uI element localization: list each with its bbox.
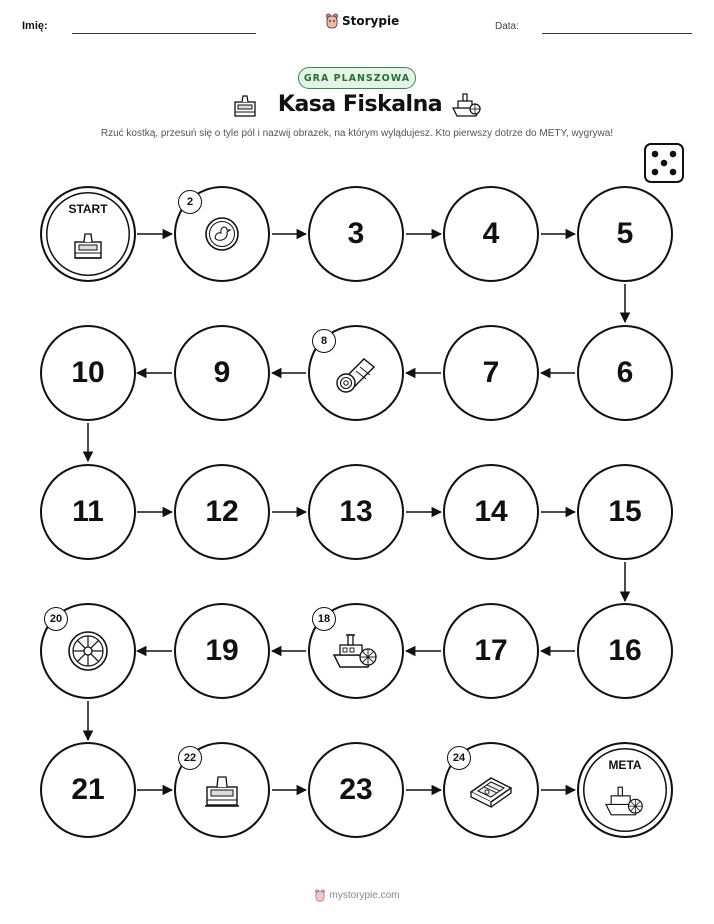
wheel-icon: [66, 629, 110, 673]
board-cell-finish[interactable]: [577, 742, 673, 838]
cash-register-icon: [70, 228, 106, 262]
cell-number: 17: [474, 634, 508, 667]
cell-number: 9: [213, 356, 231, 389]
board-cell-9[interactable]: [174, 325, 270, 421]
board-cell-12[interactable]: [174, 464, 270, 560]
cash-drawer-icon: [467, 770, 515, 810]
cell-number: 15: [608, 495, 642, 528]
cell-number-badge: 22: [178, 746, 202, 770]
page-title: Kasa Fiskalna: [277, 92, 443, 117]
cell-number: 14: [474, 495, 508, 528]
cell-number: 10: [71, 356, 105, 389]
cell-number: 21: [71, 773, 105, 806]
board-cell-16[interactable]: [577, 603, 673, 699]
cell-number: 13: [339, 495, 373, 528]
brand-name: Storypie: [342, 14, 400, 28]
instructions: Rzuć kostką, przesuń się o tyle pól i nazwij obrazek, na którym wylądujesz. Kto pierwszy dotrze do METY, wygrywa!: [100, 128, 614, 139]
board-cell-17[interactable]: [443, 603, 539, 699]
storypie-mascot-icon: [314, 889, 326, 902]
cell-number: 23: [339, 773, 373, 806]
date-label: Data:: [495, 21, 519, 32]
cell-number-badge: 8: [312, 329, 336, 353]
cell-number: 7: [482, 356, 500, 389]
coin-icon: [202, 214, 242, 254]
paper-roll-icon: [334, 353, 378, 393]
cell-number: 19: [205, 634, 239, 667]
board-cell-start[interactable]: [40, 186, 136, 282]
cell-number: 16: [608, 634, 642, 667]
board-cell-19[interactable]: [174, 603, 270, 699]
board-cell-7[interactable]: [443, 325, 539, 421]
board-cell-4[interactable]: [443, 186, 539, 282]
cell-number: 3: [347, 217, 365, 250]
cell-number-badge: 2: [178, 190, 202, 214]
cell-number-badge: 18: [312, 607, 336, 631]
cell-number: 11: [72, 495, 104, 528]
name-label: Imię:: [22, 20, 48, 32]
board-cell-21[interactable]: [40, 742, 136, 838]
finish-label: META: [608, 758, 642, 772]
cell-number-badge: 24: [447, 746, 471, 770]
cell-number: 6: [616, 356, 634, 389]
steamboat-icon: [330, 629, 382, 673]
cell-number: 5: [616, 217, 634, 250]
board-cell-3[interactable]: [308, 186, 404, 282]
footer: [0, 889, 714, 902]
board-cell-11[interactable]: [40, 464, 136, 560]
board-cell-6[interactable]: [577, 325, 673, 421]
cash-register-icon: [200, 769, 244, 811]
cell-number-badge: 20: [44, 607, 68, 631]
start-label: START: [68, 202, 108, 216]
footer-url[interactable]: mystorypie.com: [329, 890, 400, 902]
cell-number: 12: [205, 495, 239, 528]
board-cell-5[interactable]: [577, 186, 673, 282]
board-cell-10[interactable]: [40, 325, 136, 421]
board-cell-23[interactable]: [308, 742, 404, 838]
game-type-badge: GRA PLANSZOWA: [298, 67, 416, 89]
board-cell-13[interactable]: [308, 464, 404, 560]
board-cell-14[interactable]: [443, 464, 539, 560]
steamboat-icon: [602, 782, 648, 820]
board-cell-15[interactable]: [577, 464, 673, 560]
cell-number: 4: [482, 217, 500, 250]
